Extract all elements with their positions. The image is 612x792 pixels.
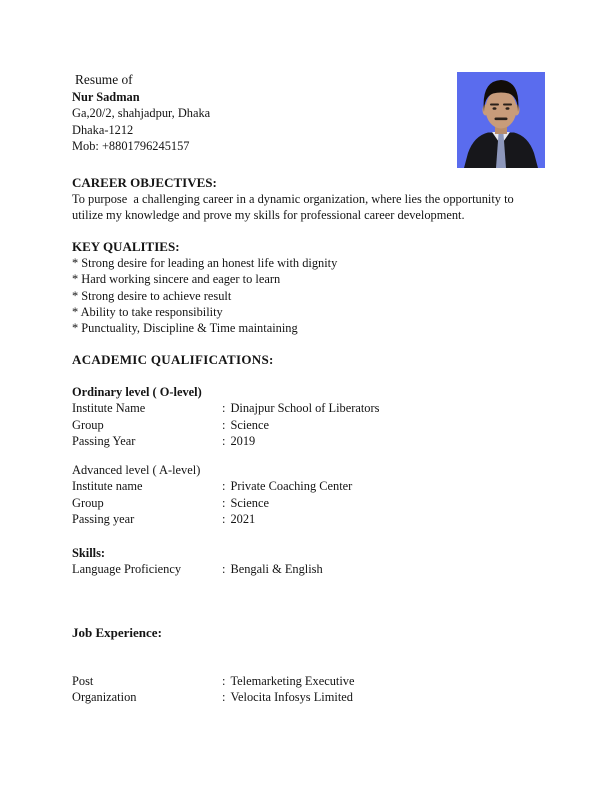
row-label: Language Proficiency (72, 562, 182, 577)
row-value: 2021 (230, 512, 256, 527)
address-line-1: Ga,20/2, shahjadpur, Dhaka (72, 106, 211, 120)
row-value: Private Coaching Center (230, 479, 353, 494)
candidate-name: Nur Sadman (72, 89, 140, 104)
row-colon: : (222, 401, 226, 416)
row-label: Group (72, 495, 104, 510)
detail-row (72, 561, 323, 577)
header-block (72, 72, 210, 155)
row-value: Bengali & English (230, 562, 323, 577)
key-quality-item: * Punctuality, Discipline & Time maintaining (72, 321, 298, 336)
skills-section (72, 545, 323, 578)
job-experience-heading: Job Experience: (72, 625, 162, 640)
detail-row (72, 478, 352, 494)
detail-row (72, 400, 379, 416)
row-colon: : (222, 495, 226, 510)
row-label: Institute name (72, 479, 143, 494)
row-colon: : (222, 512, 226, 527)
detail-row (72, 511, 352, 527)
detail-row (72, 495, 352, 511)
row-value: Velocita Infosys Limited (230, 690, 353, 705)
photo-mustache (495, 118, 508, 121)
career-objectives-heading: CAREER OBJECTIVES: (72, 175, 217, 190)
resume-of-line: Resume of (75, 72, 133, 87)
photo-brow-left (490, 104, 499, 106)
detail-row (72, 433, 379, 449)
a-level-block (72, 462, 352, 528)
job-experience-rows (72, 673, 354, 706)
o-level-block (72, 384, 379, 450)
row-label: Institute Name (72, 401, 146, 416)
row-value: Telemarketing Executive (230, 674, 355, 688)
key-quality-item: * Strong desire for leading an honest life with dignity (72, 256, 338, 270)
row-colon: : (222, 434, 226, 449)
detail-row (72, 673, 354, 689)
skills-heading: Skills: (72, 546, 106, 560)
row-label: Group (72, 417, 104, 432)
academic-qualifications-heading: ACADEMIC QUALIFICATIONS: (72, 352, 274, 367)
detail-row (72, 417, 379, 433)
key-quality-item: * Strong desire to achieve result (72, 288, 232, 303)
row-value: Dinajpur School of Liberators (230, 401, 380, 416)
row-label: Organization (72, 690, 137, 705)
photo-face (486, 90, 517, 129)
profile-photo (457, 72, 545, 168)
row-colon: : (222, 674, 226, 688)
key-qualities-heading: KEY QUALITIES: (72, 239, 180, 254)
photo-brow-right (503, 104, 512, 106)
key-qualities-section (72, 238, 337, 336)
profile-photo-graphic (457, 72, 545, 168)
row-label: Passing year (72, 512, 135, 527)
row-colon: : (222, 690, 226, 705)
row-label: Post (72, 674, 94, 688)
address-line-2: Dhaka-1212 (72, 122, 134, 137)
row-value: 2019 (230, 434, 256, 449)
o-level-title: Ordinary level ( O-level) (72, 385, 202, 399)
a-level-title: Advanced level ( A-level) (72, 463, 201, 477)
row-label: Passing Year (72, 434, 136, 449)
career-objectives-section (72, 174, 546, 224)
key-quality-item: * Hard working sincere and eager to learn (72, 272, 281, 287)
row-colon: : (222, 562, 226, 577)
row-colon: : (222, 479, 226, 494)
career-objectives-body: To purpose a challenging career in a dynamic organization, where lies the opportunity to utilize my knowledge and prove my skills for professional career development. (72, 192, 517, 223)
key-quality-item: * Ability to take responsibility (72, 304, 223, 319)
row-value: Science (230, 417, 269, 432)
detail-row (72, 689, 354, 705)
mobile-number: Mob: +8801796245157 (72, 139, 190, 153)
row-colon: : (222, 417, 226, 432)
photo-eye-left (493, 107, 497, 110)
row-value: Science (230, 495, 269, 510)
photo-eye-right (506, 107, 510, 110)
